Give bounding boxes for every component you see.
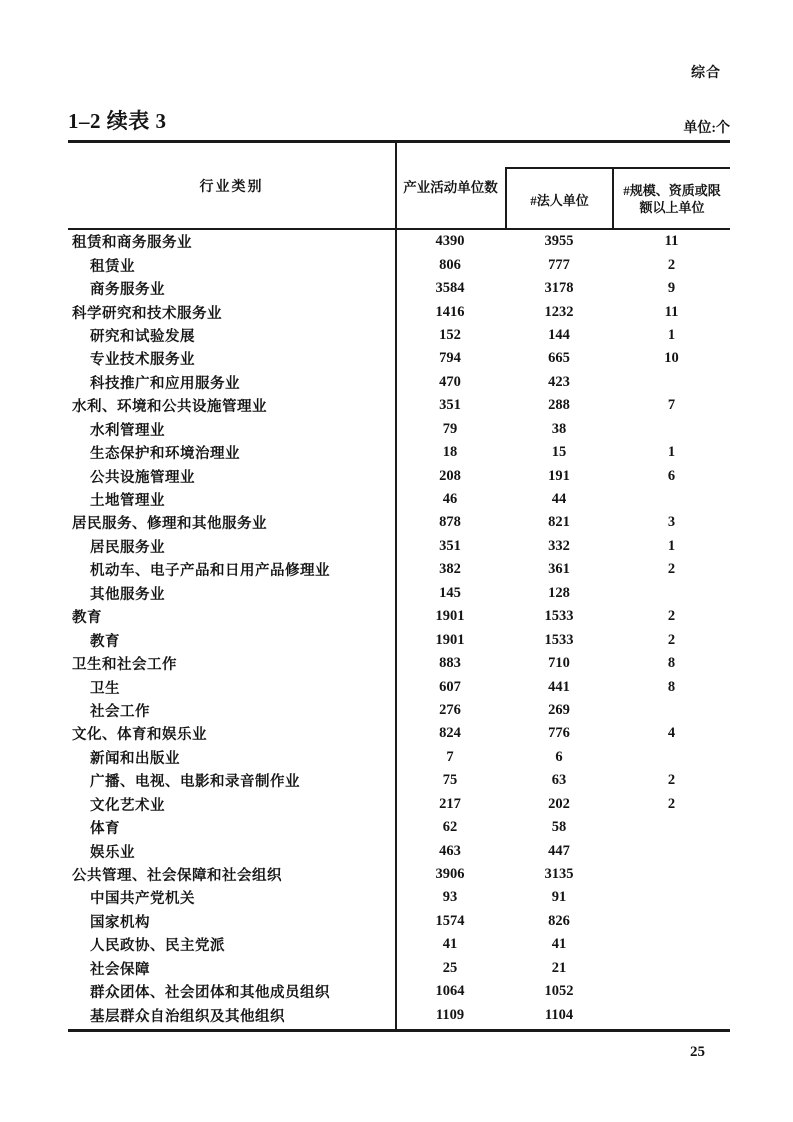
legal-entities-value: 423 xyxy=(548,373,570,390)
table-row xyxy=(68,230,730,253)
activity-units-value: 4390 xyxy=(435,233,465,250)
industry-label: 土地管理业 xyxy=(90,493,165,510)
activity-units-value: 18 xyxy=(442,444,458,461)
table-row xyxy=(68,253,730,276)
legal-entities-value: 665 xyxy=(548,350,570,367)
industry-label: 卫生 xyxy=(90,680,120,697)
above-scale-value: 1 xyxy=(667,537,676,554)
industry-label: 研究和试验发展 xyxy=(90,328,195,345)
industry-label: 其他服务业 xyxy=(90,586,165,603)
table-row xyxy=(68,394,730,417)
legal-entities-value: 21 xyxy=(551,959,567,976)
legal-entities-value: 41 xyxy=(551,936,567,953)
industry-label: 居民服务业 xyxy=(90,539,165,556)
header-legal-entities: #法人单位 xyxy=(507,169,614,230)
table-row xyxy=(68,722,730,745)
activity-units-value: 1064 xyxy=(435,983,465,1000)
table-title: 1–2 续表 3 xyxy=(68,109,167,133)
legal-entities-value: 91 xyxy=(551,889,567,906)
above-scale-value: 8 xyxy=(667,678,676,695)
header-above-scale-line1: #规模、资质或限 xyxy=(623,182,721,198)
activity-units-value: 607 xyxy=(439,678,461,695)
table-row xyxy=(68,441,730,464)
table-row xyxy=(68,980,730,1003)
table-row xyxy=(68,558,730,581)
table-row xyxy=(68,839,730,862)
header-subcolumns-box xyxy=(505,167,730,230)
table-row xyxy=(68,816,730,839)
above-scale-value: 4 xyxy=(667,725,676,742)
above-scale-value: 1 xyxy=(667,444,676,461)
table-row xyxy=(68,769,730,792)
table-row xyxy=(68,511,730,534)
industry-label: 水利管理业 xyxy=(90,422,165,439)
industry-label: 教育 xyxy=(72,610,102,627)
legal-entities-value: 144 xyxy=(548,326,570,343)
above-scale-value: 2 xyxy=(667,256,676,273)
legal-entities-value: 821 xyxy=(548,514,570,531)
table-row xyxy=(68,488,730,511)
above-scale-value: 2 xyxy=(667,608,676,625)
activity-units-value: 62 xyxy=(442,819,458,836)
activity-units-value: 1901 xyxy=(435,631,465,648)
above-scale-value: 8 xyxy=(667,655,676,672)
activity-units-value: 824 xyxy=(439,725,461,742)
table-row xyxy=(68,746,730,769)
above-scale-value: 9 xyxy=(667,280,676,297)
activity-units-value: 1109 xyxy=(435,1006,465,1023)
table-row xyxy=(68,582,730,605)
table-row xyxy=(68,910,730,933)
industry-label: 水利、环境和公共设施管理业 xyxy=(72,399,267,416)
above-scale-value: 2 xyxy=(667,795,676,812)
legal-entities-value: 776 xyxy=(548,725,570,742)
industry-label: 体育 xyxy=(90,821,120,838)
above-scale-value: 1 xyxy=(667,326,676,343)
activity-units-value: 1574 xyxy=(435,912,465,929)
industry-label: 基层群众自治组织及其他组织 xyxy=(90,1008,285,1025)
industry-label: 社会工作 xyxy=(90,703,150,720)
header-activity-units: 产业活动单位数 xyxy=(403,179,498,195)
table-row xyxy=(68,628,730,651)
activity-units-value: 382 xyxy=(439,561,461,578)
above-scale-value: 2 xyxy=(667,561,676,578)
table-row xyxy=(68,886,730,909)
legal-entities-value: 3955 xyxy=(544,233,574,250)
activity-units-value: 883 xyxy=(439,655,461,672)
above-scale-value: 2 xyxy=(667,631,676,648)
industry-label: 科学研究和技术服务业 xyxy=(72,305,222,322)
activity-units-value: 7 xyxy=(446,748,454,765)
above-scale-value: 11 xyxy=(664,233,679,250)
activity-units-value: 145 xyxy=(439,584,461,601)
legal-entities-value: 38 xyxy=(551,420,567,437)
industry-label: 文化艺术业 xyxy=(90,797,165,814)
legal-entities-value: 3135 xyxy=(544,866,574,883)
industry-label: 文化、体育和娱乐业 xyxy=(72,727,207,744)
table-row xyxy=(68,418,730,441)
above-scale-value: 2 xyxy=(667,772,676,789)
legal-entities-value: 332 xyxy=(548,537,570,554)
statistics-table xyxy=(68,140,730,1032)
activity-units-value: 93 xyxy=(442,889,458,906)
above-scale-value: 11 xyxy=(664,303,679,320)
table-row xyxy=(68,793,730,816)
industry-label: 科技推广和应用服务业 xyxy=(90,375,240,392)
industry-label: 人民政协、民主党派 xyxy=(90,938,225,955)
legal-entities-value: 447 xyxy=(548,842,570,859)
header-above-scale xyxy=(614,169,730,230)
section-label: 综合 xyxy=(691,66,721,81)
activity-units-value: 470 xyxy=(439,373,461,390)
legal-entities-value: 1533 xyxy=(544,608,574,625)
legal-entities-value: 128 xyxy=(548,584,570,601)
legal-entities-value: 826 xyxy=(548,912,570,929)
above-scale-value: 7 xyxy=(667,397,676,414)
activity-units-value: 276 xyxy=(439,701,461,718)
activity-units-value: 463 xyxy=(439,842,461,859)
industry-label: 公共管理、社会保障和社会组织 xyxy=(72,868,282,885)
industry-label: 娱乐业 xyxy=(90,844,135,861)
legal-entities-value: 441 xyxy=(548,678,570,695)
unit-label: 单位:个 xyxy=(683,121,730,136)
legal-entities-value: 1232 xyxy=(544,303,574,320)
industry-label: 公共设施管理业 xyxy=(90,469,195,486)
legal-entities-value: 1104 xyxy=(544,1006,574,1023)
industry-label: 专业技术服务业 xyxy=(90,352,195,369)
table-row xyxy=(68,300,730,323)
activity-units-value: 3906 xyxy=(435,866,465,883)
above-scale-value: 6 xyxy=(667,467,676,484)
industry-label: 商务服务业 xyxy=(90,282,165,299)
table-row xyxy=(68,1003,730,1026)
table-row xyxy=(68,957,730,980)
table-row xyxy=(68,347,730,370)
legal-entities-value: 15 xyxy=(551,444,567,461)
activity-units-value: 1416 xyxy=(435,303,465,320)
industry-label: 中国共产党机关 xyxy=(90,891,195,908)
table-row xyxy=(68,535,730,558)
header-above-scale-line2: 额以上单位 xyxy=(639,199,705,215)
legal-entities-value: 1052 xyxy=(544,983,574,1000)
industry-label: 新闻和出版业 xyxy=(90,750,180,767)
above-scale-value: 3 xyxy=(667,514,676,531)
activity-units-value: 41 xyxy=(442,936,458,953)
industry-label: 广播、电视、电影和录音制作业 xyxy=(90,774,300,791)
table-row xyxy=(68,652,730,675)
industry-label: 租赁和商务服务业 xyxy=(72,235,192,252)
table-header xyxy=(68,143,730,230)
industry-label: 租赁业 xyxy=(90,258,135,275)
legal-entities-value: 288 xyxy=(548,397,570,414)
industry-label: 机动车、电子产品和日用产品修理业 xyxy=(90,563,330,580)
activity-units-value: 794 xyxy=(439,350,461,367)
activity-units-value: 1901 xyxy=(435,608,465,625)
industry-label: 社会保障 xyxy=(90,961,150,978)
activity-units-value: 351 xyxy=(439,397,461,414)
legal-entities-value: 269 xyxy=(548,701,570,718)
legal-entities-value: 191 xyxy=(548,467,570,484)
legal-entities-value: 361 xyxy=(548,561,570,578)
legal-entities-value: 3178 xyxy=(544,280,574,297)
legal-entities-value: 710 xyxy=(548,655,570,672)
header-industry-category: 行业类别 xyxy=(199,179,264,195)
legal-entities-value: 63 xyxy=(551,772,567,789)
legal-entities-value: 1533 xyxy=(544,631,574,648)
industry-label: 居民服务、修理和其他服务业 xyxy=(72,516,267,533)
legal-entities-value: 6 xyxy=(555,748,563,765)
table-row xyxy=(68,605,730,628)
activity-units-value: 806 xyxy=(439,256,461,273)
activity-units-value: 152 xyxy=(439,326,461,343)
legal-entities-value: 58 xyxy=(551,819,567,836)
activity-units-value: 351 xyxy=(439,537,461,554)
industry-label: 生态保护和环境治理业 xyxy=(90,446,240,463)
activity-units-value: 46 xyxy=(442,491,458,508)
activity-units-value: 217 xyxy=(439,795,461,812)
activity-units-value: 25 xyxy=(442,959,458,976)
legal-entities-value: 44 xyxy=(551,491,567,508)
industry-label: 群众团体、社会团体和其他成员组织 xyxy=(90,985,330,1002)
table-row xyxy=(68,277,730,300)
table-row xyxy=(68,675,730,698)
above-scale-value: 10 xyxy=(664,350,679,367)
table-row xyxy=(68,324,730,347)
activity-units-value: 878 xyxy=(439,514,461,531)
legal-entities-value: 777 xyxy=(548,256,570,273)
industry-label: 教育 xyxy=(90,633,120,650)
table-row xyxy=(68,699,730,722)
activity-units-value: 79 xyxy=(442,420,458,437)
activity-units-value: 3584 xyxy=(435,280,465,297)
table-body xyxy=(68,230,730,1027)
activity-units-value: 208 xyxy=(439,467,461,484)
activity-units-value: 75 xyxy=(442,772,458,789)
table-row xyxy=(68,933,730,956)
page-number: 25 xyxy=(690,1044,705,1060)
legal-entities-value: 202 xyxy=(548,795,570,812)
column-divider-line xyxy=(395,143,397,1029)
table-row xyxy=(68,464,730,487)
table-row xyxy=(68,371,730,394)
industry-label: 国家机构 xyxy=(90,914,150,931)
industry-label: 卫生和社会工作 xyxy=(72,657,177,674)
table-row xyxy=(68,863,730,886)
